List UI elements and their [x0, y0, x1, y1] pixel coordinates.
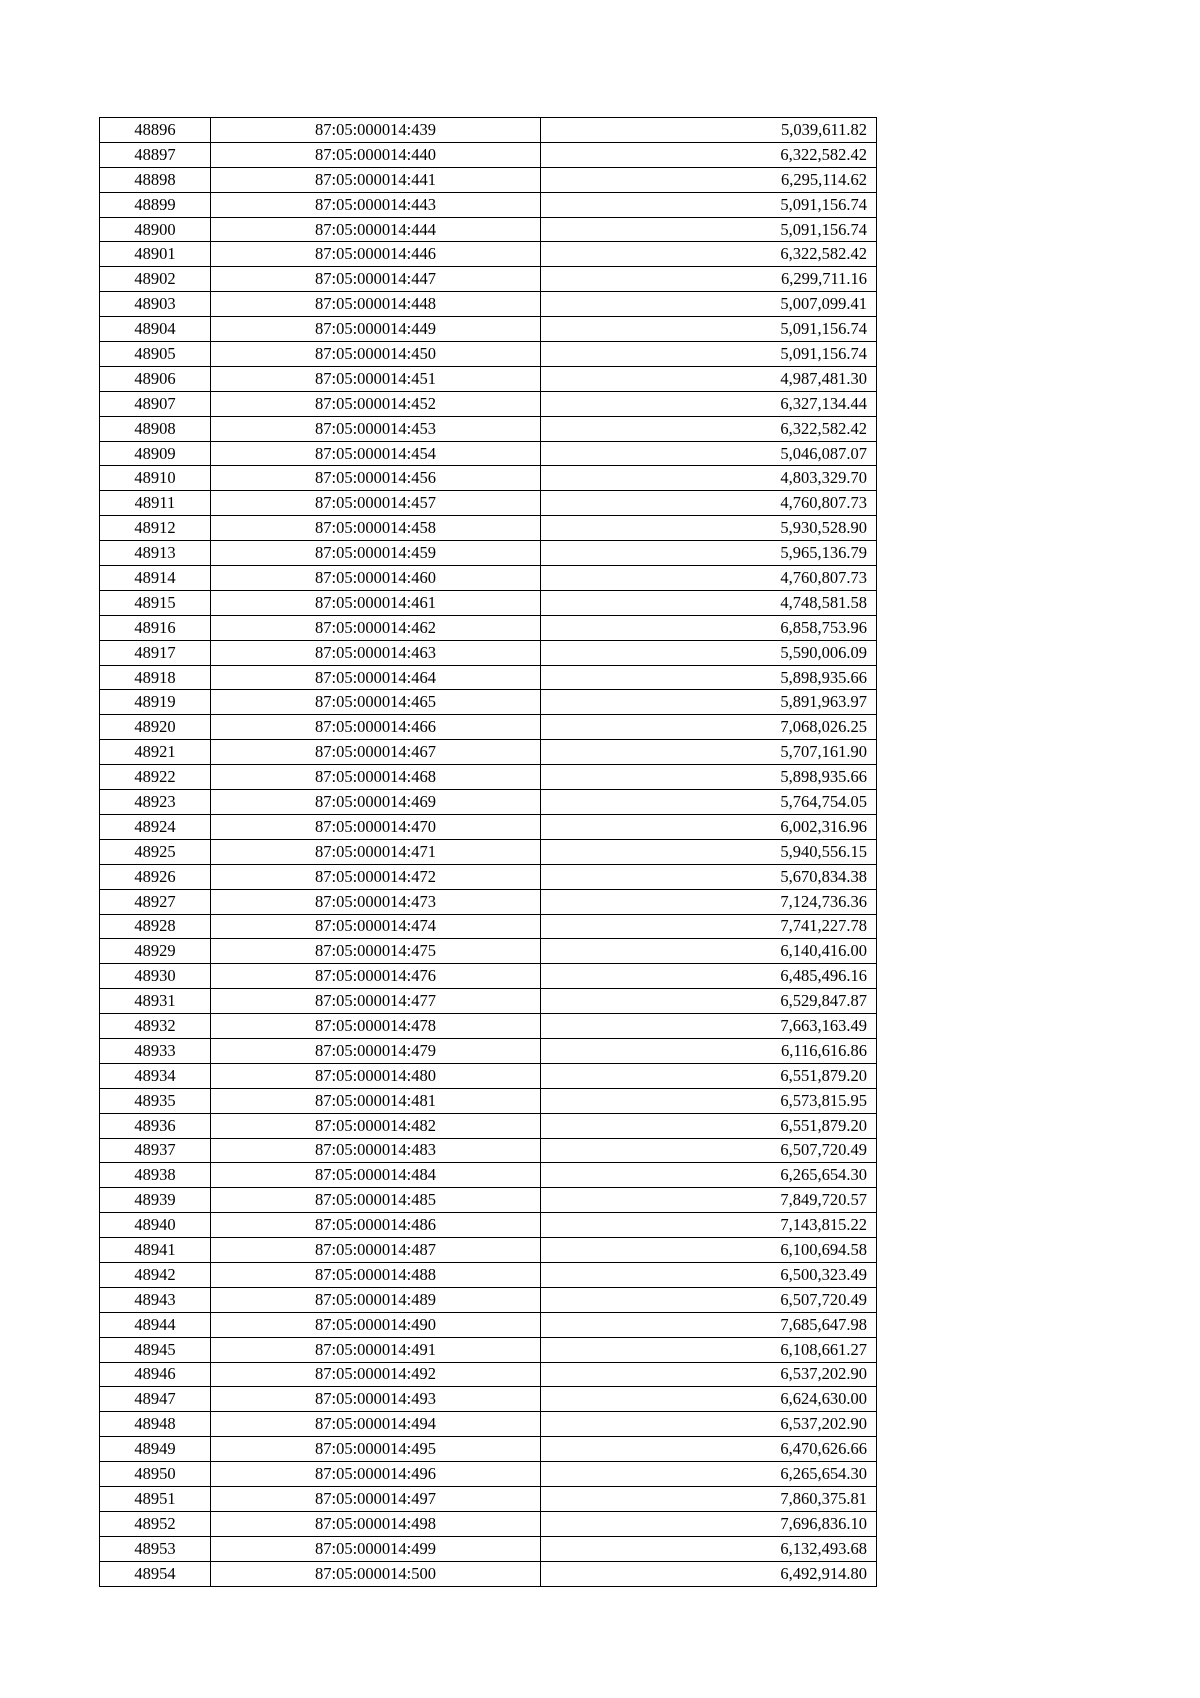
table-row: [100, 914, 877, 939]
table-row: [100, 1337, 877, 1362]
cadastral-number-cell: 87:05:000014:439: [211, 118, 541, 143]
cadastral-number-cell: 87:05:000014:440: [211, 142, 541, 167]
value-cell: 5,940,556.15: [541, 839, 877, 864]
table-row: [100, 416, 877, 441]
table-row: [100, 1014, 877, 1039]
row-number-cell: 48947: [100, 1387, 211, 1412]
value-cell: 5,091,156.74: [541, 342, 877, 367]
cadastral-number-cell: 87:05:000014:477: [211, 989, 541, 1014]
row-number-cell: 48945: [100, 1337, 211, 1362]
table-row: [100, 1088, 877, 1113]
table-row: [100, 715, 877, 740]
cadastral-number-cell: 87:05:000014:490: [211, 1312, 541, 1337]
table-row: [100, 1213, 877, 1238]
row-number-cell: 48935: [100, 1088, 211, 1113]
table-row: [100, 1462, 877, 1487]
cadastral-number-cell: 87:05:000014:500: [211, 1561, 541, 1586]
value-cell: 4,803,329.70: [541, 466, 877, 491]
value-cell: 6,132,493.68: [541, 1536, 877, 1561]
table-row: [100, 790, 877, 815]
cadastral-number-cell: 87:05:000014:448: [211, 292, 541, 317]
table-row: [100, 814, 877, 839]
value-cell: 6,265,654.30: [541, 1462, 877, 1487]
table-row: [100, 491, 877, 516]
value-cell: 5,930,528.90: [541, 516, 877, 541]
table-row: [100, 242, 877, 267]
row-number-cell: 48907: [100, 391, 211, 416]
row-number-cell: 48950: [100, 1462, 211, 1487]
cadastral-number-cell: 87:05:000014:481: [211, 1088, 541, 1113]
value-cell: 5,965,136.79: [541, 541, 877, 566]
value-cell: 6,108,661.27: [541, 1337, 877, 1362]
row-number-cell: 48926: [100, 864, 211, 889]
value-cell: 6,322,582.42: [541, 416, 877, 441]
row-number-cell: 48906: [100, 366, 211, 391]
row-number-cell: 48913: [100, 541, 211, 566]
value-cell: 7,696,836.10: [541, 1511, 877, 1536]
table-row: [100, 1412, 877, 1437]
cadastral-number-cell: 87:05:000014:483: [211, 1138, 541, 1163]
row-number-cell: 48921: [100, 740, 211, 765]
table-row: [100, 317, 877, 342]
cadastral-number-cell: 87:05:000014:479: [211, 1038, 541, 1063]
value-cell: 7,663,163.49: [541, 1014, 877, 1039]
cadastral-number-cell: 87:05:000014:446: [211, 242, 541, 267]
value-cell: 6,551,879.20: [541, 1063, 877, 1088]
cadastral-number-cell: 87:05:000014:486: [211, 1213, 541, 1238]
table-row: [100, 1437, 877, 1462]
table-row: [100, 1561, 877, 1586]
value-cell: 5,091,156.74: [541, 217, 877, 242]
value-cell: 6,295,114.62: [541, 167, 877, 192]
value-cell: 7,741,227.78: [541, 914, 877, 939]
row-number-cell: 48923: [100, 790, 211, 815]
row-number-cell: 48903: [100, 292, 211, 317]
cadastral-number-cell: 87:05:000014:465: [211, 690, 541, 715]
table-row: [100, 640, 877, 665]
row-number-cell: 48949: [100, 1437, 211, 1462]
value-cell: 6,002,316.96: [541, 814, 877, 839]
value-cell: 6,485,496.16: [541, 964, 877, 989]
row-number-cell: 48946: [100, 1362, 211, 1387]
table-row: [100, 516, 877, 541]
cadastral-number-cell: 87:05:000014:495: [211, 1437, 541, 1462]
row-number-cell: 48917: [100, 640, 211, 665]
value-cell: 5,091,156.74: [541, 192, 877, 217]
value-cell: 4,760,807.73: [541, 491, 877, 516]
value-cell: 5,898,935.66: [541, 665, 877, 690]
value-cell: 6,299,711.16: [541, 267, 877, 292]
row-number-cell: 48953: [100, 1536, 211, 1561]
cadastral-number-cell: 87:05:000014:464: [211, 665, 541, 690]
cadastral-number-cell: 87:05:000014:458: [211, 516, 541, 541]
table-row: [100, 1038, 877, 1063]
table-row: [100, 192, 877, 217]
table-row: [100, 665, 877, 690]
table-row: [100, 466, 877, 491]
table-row: [100, 765, 877, 790]
row-number-cell: 48927: [100, 889, 211, 914]
table-row: [100, 1312, 877, 1337]
table-row: [100, 391, 877, 416]
cadastral-number-cell: 87:05:000014:451: [211, 366, 541, 391]
cadastral-number-cell: 87:05:000014:460: [211, 566, 541, 591]
table-row: [100, 1511, 877, 1536]
cadastral-number-cell: 87:05:000014:450: [211, 342, 541, 367]
cadastral-number-cell: 87:05:000014:493: [211, 1387, 541, 1412]
value-cell: 6,327,134.44: [541, 391, 877, 416]
value-cell: 7,143,815.22: [541, 1213, 877, 1238]
value-cell: 6,100,694.58: [541, 1238, 877, 1263]
cadastral-number-cell: 87:05:000014:449: [211, 317, 541, 342]
cadastral-number-cell: 87:05:000014:476: [211, 964, 541, 989]
row-number-cell: 48902: [100, 267, 211, 292]
row-number-cell: 48916: [100, 615, 211, 640]
table-row: [100, 839, 877, 864]
row-number-cell: 48896: [100, 118, 211, 143]
table-row: [100, 566, 877, 591]
value-cell: 5,046,087.07: [541, 441, 877, 466]
table-row: [100, 217, 877, 242]
value-cell: 4,987,481.30: [541, 366, 877, 391]
row-number-cell: 48911: [100, 491, 211, 516]
value-cell: 5,707,161.90: [541, 740, 877, 765]
table-row: [100, 1238, 877, 1263]
row-number-cell: 48914: [100, 566, 211, 591]
cadastral-number-cell: 87:05:000014:441: [211, 167, 541, 192]
row-number-cell: 48929: [100, 939, 211, 964]
row-number-cell: 48940: [100, 1213, 211, 1238]
cadastral-number-cell: 87:05:000014:456: [211, 466, 541, 491]
cadastral-number-cell: 87:05:000014:466: [211, 715, 541, 740]
row-number-cell: 48922: [100, 765, 211, 790]
cadastral-number-cell: 87:05:000014:463: [211, 640, 541, 665]
table-row: [100, 590, 877, 615]
row-number-cell: 48942: [100, 1262, 211, 1287]
value-cell: 6,858,753.96: [541, 615, 877, 640]
table-body: [100, 118, 877, 1587]
row-number-cell: 48944: [100, 1312, 211, 1337]
table-row: [100, 939, 877, 964]
value-cell: 7,860,375.81: [541, 1486, 877, 1511]
cadastral-number-cell: 87:05:000014:474: [211, 914, 541, 939]
value-cell: 7,685,647.98: [541, 1312, 877, 1337]
table-row: [100, 1387, 877, 1412]
cadastral-number-cell: 87:05:000014:443: [211, 192, 541, 217]
row-number-cell: 48933: [100, 1038, 211, 1063]
table-row: [100, 1163, 877, 1188]
row-number-cell: 48897: [100, 142, 211, 167]
table-row: [100, 1063, 877, 1088]
row-number-cell: 48939: [100, 1188, 211, 1213]
row-number-cell: 48899: [100, 192, 211, 217]
row-number-cell: 48938: [100, 1163, 211, 1188]
table-row: [100, 1287, 877, 1312]
value-cell: 6,500,323.49: [541, 1262, 877, 1287]
cadastral-number-cell: 87:05:000014:452: [211, 391, 541, 416]
value-cell: 6,551,879.20: [541, 1113, 877, 1138]
cadastral-number-cell: 87:05:000014:468: [211, 765, 541, 790]
table-row: [100, 964, 877, 989]
table-row: [100, 615, 877, 640]
row-number-cell: 48954: [100, 1561, 211, 1586]
cadastral-number-cell: 87:05:000014:492: [211, 1362, 541, 1387]
cadastral-number-cell: 87:05:000014:478: [211, 1014, 541, 1039]
cadastral-number-cell: 87:05:000014:491: [211, 1337, 541, 1362]
row-number-cell: 48912: [100, 516, 211, 541]
table-row: [100, 1138, 877, 1163]
cadastral-number-cell: 87:05:000014:485: [211, 1188, 541, 1213]
table-row: [100, 1486, 877, 1511]
row-number-cell: 48951: [100, 1486, 211, 1511]
value-cell: 6,322,582.42: [541, 142, 877, 167]
cadastral-number-cell: 87:05:000014:454: [211, 441, 541, 466]
row-number-cell: 48909: [100, 441, 211, 466]
value-cell: 5,590,006.09: [541, 640, 877, 665]
value-cell: 6,537,202.90: [541, 1412, 877, 1437]
cadastral-number-cell: 87:05:000014:475: [211, 939, 541, 964]
row-number-cell: 48920: [100, 715, 211, 740]
table-row: [100, 366, 877, 391]
cadastral-number-cell: 87:05:000014:480: [211, 1063, 541, 1088]
cadastral-number-cell: 87:05:000014:471: [211, 839, 541, 864]
row-number-cell: 48898: [100, 167, 211, 192]
table-row: [100, 292, 877, 317]
value-cell: 6,140,416.00: [541, 939, 877, 964]
row-number-cell: 48904: [100, 317, 211, 342]
value-cell: 6,116,616.86: [541, 1038, 877, 1063]
row-number-cell: 48948: [100, 1412, 211, 1437]
value-cell: 5,891,963.97: [541, 690, 877, 715]
row-number-cell: 48936: [100, 1113, 211, 1138]
cadastral-number-cell: 87:05:000014:447: [211, 267, 541, 292]
row-number-cell: 48931: [100, 989, 211, 1014]
value-cell: 6,537,202.90: [541, 1362, 877, 1387]
row-number-cell: 48910: [100, 466, 211, 491]
cadastral-number-cell: 87:05:000014:499: [211, 1536, 541, 1561]
table-row: [100, 541, 877, 566]
cadastral-number-cell: 87:05:000014:467: [211, 740, 541, 765]
row-number-cell: 48918: [100, 665, 211, 690]
cadastral-number-cell: 87:05:000014:472: [211, 864, 541, 889]
value-cell: 4,748,581.58: [541, 590, 877, 615]
value-cell: 6,470,626.66: [541, 1437, 877, 1462]
cadastral-number-cell: 87:05:000014:444: [211, 217, 541, 242]
data-table: [99, 117, 877, 1587]
value-cell: 5,764,754.05: [541, 790, 877, 815]
value-cell: 6,322,582.42: [541, 242, 877, 267]
row-number-cell: 48934: [100, 1063, 211, 1088]
value-cell: 5,091,156.74: [541, 317, 877, 342]
value-cell: 5,039,611.82: [541, 118, 877, 143]
cadastral-number-cell: 87:05:000014:461: [211, 590, 541, 615]
row-number-cell: 48930: [100, 964, 211, 989]
table-row: [100, 864, 877, 889]
value-cell: 6,507,720.49: [541, 1138, 877, 1163]
row-number-cell: 48943: [100, 1287, 211, 1312]
value-cell: 5,007,099.41: [541, 292, 877, 317]
row-number-cell: 48932: [100, 1014, 211, 1039]
table-row: [100, 118, 877, 143]
table-row: [100, 1262, 877, 1287]
table-row: [100, 441, 877, 466]
value-cell: 6,573,815.95: [541, 1088, 877, 1113]
cadastral-number-cell: 87:05:000014:469: [211, 790, 541, 815]
cadastral-number-cell: 87:05:000014:453: [211, 416, 541, 441]
table-row: [100, 1113, 877, 1138]
row-number-cell: 48941: [100, 1238, 211, 1263]
table-row: [100, 167, 877, 192]
value-cell: 6,492,914.80: [541, 1561, 877, 1586]
value-cell: 7,068,026.25: [541, 715, 877, 740]
cadastral-number-cell: 87:05:000014:497: [211, 1486, 541, 1511]
value-cell: 6,507,720.49: [541, 1287, 877, 1312]
cadastral-number-cell: 87:05:000014:494: [211, 1412, 541, 1437]
cadastral-number-cell: 87:05:000014:496: [211, 1462, 541, 1487]
table-row: [100, 142, 877, 167]
row-number-cell: 48915: [100, 590, 211, 615]
value-cell: 4,760,807.73: [541, 566, 877, 591]
table-row: [100, 889, 877, 914]
row-number-cell: 48952: [100, 1511, 211, 1536]
row-number-cell: 48900: [100, 217, 211, 242]
value-cell: 5,898,935.66: [541, 765, 877, 790]
cadastral-number-cell: 87:05:000014:473: [211, 889, 541, 914]
cadastral-number-cell: 87:05:000014:462: [211, 615, 541, 640]
cadastral-number-cell: 87:05:000014:498: [211, 1511, 541, 1536]
row-number-cell: 48924: [100, 814, 211, 839]
row-number-cell: 48937: [100, 1138, 211, 1163]
table-row: [100, 1362, 877, 1387]
table-row: [100, 1188, 877, 1213]
row-number-cell: 48925: [100, 839, 211, 864]
value-cell: 6,624,630.00: [541, 1387, 877, 1412]
value-cell: 7,124,736.36: [541, 889, 877, 914]
row-number-cell: 48905: [100, 342, 211, 367]
cadastral-number-cell: 87:05:000014:489: [211, 1287, 541, 1312]
cadastral-number-cell: 87:05:000014:488: [211, 1262, 541, 1287]
table-row: [100, 989, 877, 1014]
table-row: [100, 1536, 877, 1561]
cadastral-number-cell: 87:05:000014:487: [211, 1238, 541, 1263]
cadastral-number-cell: 87:05:000014:459: [211, 541, 541, 566]
table-row: [100, 267, 877, 292]
row-number-cell: 48928: [100, 914, 211, 939]
row-number-cell: 48901: [100, 242, 211, 267]
value-cell: 6,265,654.30: [541, 1163, 877, 1188]
row-number-cell: 48919: [100, 690, 211, 715]
cadastral-number-cell: 87:05:000014:457: [211, 491, 541, 516]
table-row: [100, 690, 877, 715]
table-row: [100, 342, 877, 367]
value-cell: 5,670,834.38: [541, 864, 877, 889]
table-row: [100, 740, 877, 765]
cadastral-number-cell: 87:05:000014:484: [211, 1163, 541, 1188]
row-number-cell: 48908: [100, 416, 211, 441]
value-cell: 7,849,720.57: [541, 1188, 877, 1213]
cadastral-number-cell: 87:05:000014:482: [211, 1113, 541, 1138]
cadastral-number-cell: 87:05:000014:470: [211, 814, 541, 839]
value-cell: 6,529,847.87: [541, 989, 877, 1014]
